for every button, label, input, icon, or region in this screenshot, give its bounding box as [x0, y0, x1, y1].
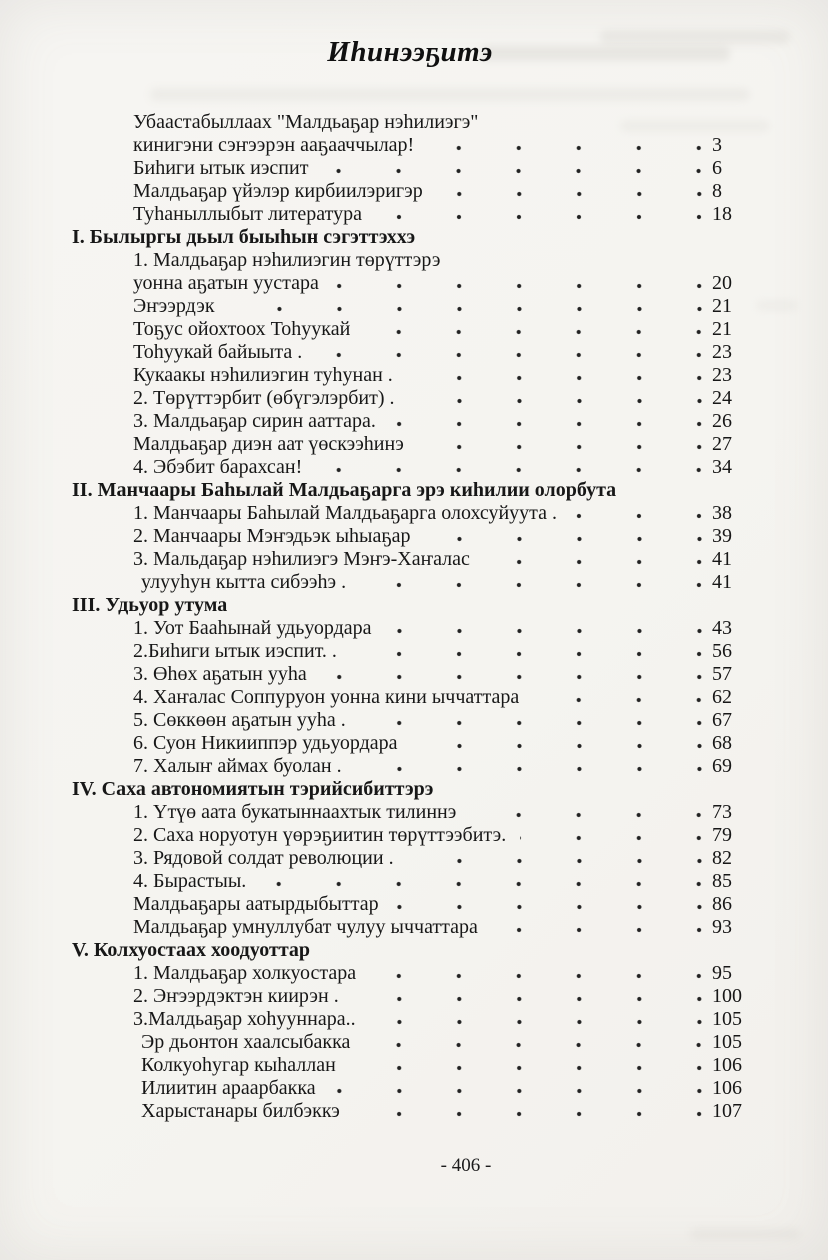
- toc-entry-text: Убаастабыллаах "Малдьаҕар нэһилиэгэ": [133, 111, 479, 133]
- dot-leader: [330, 1077, 712, 1100]
- toc-section-heading: II. Манчаары Баһылай Малдьаҕарга эрэ киһилии олорбута: [72, 479, 617, 501]
- toc-entry: [72, 249, 764, 272]
- toc-entry-page: 41: [712, 571, 732, 593]
- dot-leader: [393, 893, 712, 916]
- toc-entry: [72, 1100, 764, 1123]
- dot-leader: [351, 640, 712, 663]
- toc-entry-page: 21: [712, 318, 732, 340]
- toc-entry-text: Малдьаҕар диэн аат үөскээһинэ: [133, 433, 404, 455]
- toc-entry-page: 95: [712, 962, 732, 984]
- scan-artifact: [150, 88, 750, 101]
- toc-entry-text: 1. Малдьаҕар холкуостара: [133, 962, 357, 984]
- dot-leader: [360, 709, 712, 732]
- toc-entry-page: 8: [712, 180, 722, 202]
- toc-entry-text: 4. Хаҥалас Соппуруон уонна кини ыччаттара: [133, 686, 520, 708]
- toc-entry-page: 69: [712, 755, 732, 777]
- toc-entry: [72, 916, 764, 939]
- dot-leader: [520, 824, 712, 847]
- toc-entry: [72, 134, 764, 157]
- toc-entry-page: 24: [712, 387, 732, 409]
- toc-entry-page: 27: [712, 433, 732, 455]
- toc-entry: [72, 709, 764, 732]
- toc-entry: [72, 1031, 764, 1054]
- dot-leader: [425, 525, 712, 548]
- toc-entry-text: Туһаныллыбыт литература: [133, 203, 363, 225]
- toc-entry-page: 107: [712, 1100, 742, 1122]
- toc-entry: [72, 847, 764, 870]
- dot-leader: [322, 157, 712, 180]
- toc-entry-page: 79: [712, 824, 732, 846]
- toc-entry-page: 18: [712, 203, 732, 225]
- toc-entry: [72, 180, 764, 203]
- toc-entry: [72, 318, 764, 341]
- toc-entry: [72, 433, 764, 456]
- toc-entry-text: Илиитин араарбакка: [141, 1077, 316, 1099]
- toc-entry-page: 73: [712, 801, 732, 823]
- dot-leader: [316, 456, 712, 479]
- toc-entry: [72, 548, 764, 571]
- toc-entry: [72, 364, 764, 387]
- toc-entry: [72, 111, 764, 134]
- toc-entry-page: 6: [712, 157, 722, 179]
- dot-leader: [533, 686, 712, 709]
- dot-leader: [376, 203, 712, 226]
- toc-entry-text: 1. Уот Бааһынай удьуордара: [133, 617, 372, 639]
- dot-leader: [321, 663, 712, 686]
- toc-entry-text: 6. Суон Никииппэр удьуордара: [133, 732, 398, 754]
- toc-entry: [72, 410, 764, 433]
- toc-entry-text: Эр дьонтон хаалсыбакка: [141, 1031, 351, 1053]
- toc-entry: [72, 824, 764, 847]
- toc-entry: [72, 295, 764, 318]
- dot-leader: [229, 295, 712, 318]
- toc-entry: [72, 962, 764, 985]
- toc-entry-text: Кукаакы нэһилиэгин туһунан .: [133, 364, 393, 386]
- toc-entry: [72, 893, 764, 916]
- dot-leader: [412, 732, 712, 755]
- dot-leader: [484, 548, 712, 571]
- dot-leader: [360, 571, 712, 594]
- dot-leader: [364, 1031, 712, 1054]
- dot-leader: [408, 847, 712, 870]
- toc-entry: [72, 387, 764, 410]
- toc-entry-text: Малдьаҕар умнуллубат чулуу ыччаттара: [133, 916, 478, 938]
- dot-leader: [356, 755, 712, 778]
- toc-entry-page: 3: [712, 134, 722, 156]
- toc-entry: [72, 1054, 764, 1077]
- toc-entry-text: Тоҕус ойохтоох Тоһуукай: [133, 318, 351, 340]
- toc-section-heading: V. Колхуостаах хоодуоттар: [72, 939, 311, 961]
- toc-entry: [72, 686, 764, 709]
- toc-entry-page: 39: [712, 525, 732, 547]
- toc-entry-page: 105: [712, 1031, 742, 1053]
- toc-entry-text: 2. Эҥээрдэктэн киирэн .: [133, 985, 339, 1007]
- table-of-contents: [72, 111, 764, 1123]
- toc-entry: [72, 870, 764, 893]
- page-title: Иһинээҕитэ: [327, 36, 493, 68]
- toc-entry-text: 2. Төрүттэрбит (өбүгэлэрбит) .: [133, 387, 395, 409]
- dot-leader: [492, 916, 712, 939]
- toc-entry-text: Малдьаҕары аатырдыбыттар: [133, 893, 379, 915]
- toc-entry-page: 41: [712, 548, 732, 570]
- toc-entry: [72, 985, 764, 1008]
- toc-entry-text: 3. Рядовой солдат революции .: [133, 847, 394, 869]
- dot-leader: [350, 1054, 712, 1077]
- dot-leader: [333, 272, 712, 295]
- dot-leader: [260, 870, 712, 893]
- toc-entry-page: 67: [712, 709, 732, 731]
- toc-section-heading: IV. Саха автономиятын тэрийсибиттэрэ: [72, 778, 434, 800]
- toc-entry-text: 3. Малдьаҕар сирин ааттара.: [133, 410, 376, 432]
- toc-entry-page: 85: [712, 870, 732, 892]
- toc-entry: [72, 502, 764, 525]
- dot-leader: [407, 364, 712, 387]
- toc-entry: [72, 640, 764, 663]
- toc-entry: [72, 801, 764, 824]
- toc-entry-page: 56: [712, 640, 732, 662]
- toc-entry-text: 7. Халыҥ аймах буолан .: [133, 755, 342, 777]
- toc-entry: [72, 1008, 764, 1031]
- toc-entry-page: 105: [712, 1008, 742, 1030]
- toc-entry: [72, 341, 764, 364]
- toc-entry-text: 2.Биһиги ытык иэспит. .: [133, 640, 337, 662]
- page-number-footer: - 406 -: [440, 1155, 492, 1176]
- toc-entry-page: 38: [712, 502, 732, 524]
- dot-leader: [437, 180, 712, 203]
- dot-leader: [354, 1100, 712, 1123]
- toc-entry-text: 4. Эбэбит барахсан!: [133, 456, 303, 478]
- dot-leader: [316, 341, 712, 364]
- dot-leader: [353, 985, 712, 1008]
- toc-entry-text: Биһиги ытык иэспит: [133, 157, 309, 179]
- toc-entry-page: 20: [712, 272, 732, 294]
- dot-leader: [370, 962, 712, 985]
- toc-entry-page: 86: [712, 893, 732, 915]
- toc-entry-page: 21: [712, 295, 732, 317]
- toc-entry: [72, 272, 764, 295]
- toc-entry-page: 62: [712, 686, 732, 708]
- dot-leader: [386, 617, 712, 640]
- toc-entry-text: 4. Бырастыы.: [133, 870, 247, 892]
- toc-entry-text: Колкуоһугар кыһаллан: [141, 1054, 336, 1076]
- toc-entry-text: 1. Манчаары Баһылай Малдьаҕарга олохсуйуута .: [133, 502, 558, 524]
- toc-entry: [72, 203, 764, 226]
- toc-entry-text: 2. Манчаары Мэҥэдьэк ыһыаҕар: [133, 525, 411, 547]
- toc-section-heading: I. Былыргы дьыл быыһын сэгэттэххэ: [72, 226, 416, 248]
- dot-leader: [470, 801, 712, 824]
- toc-entry-page: 23: [712, 364, 732, 386]
- toc-entry: [72, 1077, 764, 1100]
- dot-leader: [409, 387, 712, 410]
- toc-entry-page: 43: [712, 617, 732, 639]
- toc-entry: [72, 663, 764, 686]
- toc-entry-text: улууһун кытта сибээһэ .: [141, 571, 347, 593]
- dot-leader: [364, 318, 712, 341]
- toc-entry: [72, 456, 764, 479]
- toc-entry-text: Эҥээрдэк: [133, 295, 215, 317]
- toc-entry-text: 1. Үтүө аата букатыннаахтык тилиннэ: [133, 801, 457, 823]
- toc-entry-text: Харыстанары билбэккэ: [141, 1100, 340, 1122]
- toc-entry-page: 106: [712, 1077, 742, 1099]
- toc-entry-text: 3. Өһөх аҕатын ууһа: [133, 663, 307, 685]
- toc-entry-text: уонна аҕатын уустара: [133, 272, 319, 294]
- toc-entry: [72, 617, 764, 640]
- dot-leader: [370, 1008, 712, 1031]
- toc-entry-page: 93: [712, 916, 732, 938]
- toc-entry-text: 5. Сөккөөн аҕатын ууһа .: [133, 709, 346, 731]
- dot-leader: [428, 134, 712, 157]
- dot-leader: [390, 410, 712, 433]
- toc-entry-page: 57: [712, 663, 732, 685]
- scan-artifact: [690, 1228, 800, 1240]
- toc-entry: [72, 157, 764, 180]
- toc-entry-text: 2. Саха норуотун үөрэҕиитин төрүттээбитэ.: [133, 824, 507, 846]
- dot-leader: [418, 433, 712, 456]
- toc-entry-text: 3.Малдьаҕар хоһууннара..: [133, 1008, 356, 1030]
- toc-entry-text: Малдьаҕар үйэлэр кирбиилэригэр: [133, 180, 423, 202]
- toc-entry-page: 26: [712, 410, 732, 432]
- toc-entry: [72, 571, 764, 594]
- toc-entry-page: 34: [712, 456, 732, 478]
- toc-entry-text: Тоһуукай байыыта .: [133, 341, 303, 363]
- toc-section-heading: III. Удьуор утума: [72, 594, 228, 616]
- toc-entry-page: 82: [712, 847, 732, 869]
- toc-entry: [72, 732, 764, 755]
- toc-entry-text: 1. Малдьаҕар нэһилиэгин төрүттэрэ: [133, 249, 441, 271]
- toc-entry: [72, 755, 764, 778]
- toc-entry-text: кинигэни сэҥээрэн ааҕааччылар!: [133, 134, 415, 156]
- toc-entry-page: 23: [712, 341, 732, 363]
- toc-entry: [72, 525, 764, 548]
- dot-leader: [571, 502, 712, 525]
- toc-entry-page: 106: [712, 1054, 742, 1076]
- toc-entry-page: 68: [712, 732, 732, 754]
- toc-entry-text: 3. Мальдаҕар нэһилиэгэ Мэҥэ-Хаҥалас: [133, 548, 470, 570]
- toc-entry-page: 100: [712, 985, 742, 1007]
